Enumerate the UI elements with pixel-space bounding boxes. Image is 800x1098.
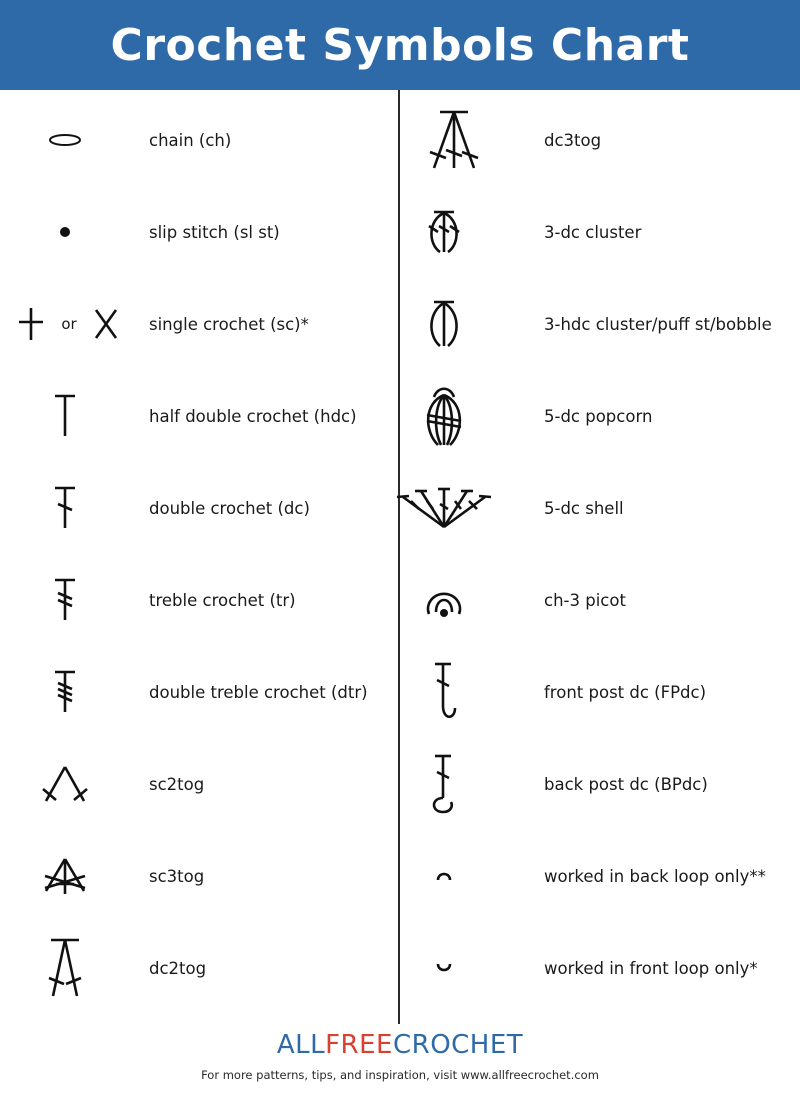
symbol-label: 3-hdc cluster/puff st/bobble [544, 314, 772, 334]
symbol-label: single crochet (sc)* [149, 314, 309, 334]
symbol-row [400, 186, 800, 278]
symbol-row [400, 462, 800, 554]
logo-crochet: CROCHET [392, 1030, 524, 1060]
symbol-row [400, 738, 800, 830]
header-banner [0, 0, 800, 90]
chain-icon [10, 94, 120, 186]
double-crochet-icon [10, 462, 120, 554]
symbol-row [400, 830, 800, 922]
symbol-label: back post dc (BPdc) [544, 774, 708, 794]
symbol-label: dc2tog [149, 958, 207, 978]
footer-note: For more patterns, tips, and inspiration, visit www.allfreecrochet.com [201, 1068, 599, 1082]
symbol-row [0, 554, 400, 646]
symbol-label: front post dc (FPdc) [544, 682, 707, 702]
shell-icon [402, 462, 486, 554]
symbol-row [400, 370, 800, 462]
symbol-label: 3-dc cluster [544, 222, 642, 242]
symbol-label: chain (ch) [149, 130, 232, 150]
plus-icon [18, 307, 44, 341]
allfreecrochet-logo [0, 1030, 800, 1060]
symbol-label: double crochet (dc) [149, 498, 310, 518]
symbol-label: slip stitch (sl st) [149, 222, 280, 242]
symbol-row [400, 94, 800, 186]
single-crochet-symbols [18, 278, 118, 370]
symbol-row [0, 922, 400, 1014]
symbol-row [0, 370, 400, 462]
symbol-row [0, 462, 400, 554]
symbol-row [400, 278, 800, 370]
symbol-row [0, 94, 400, 186]
symbol-row [0, 646, 400, 738]
3-dc-cluster-icon [402, 186, 486, 278]
slip-stitch-icon [10, 186, 120, 278]
symbol-row [0, 186, 400, 278]
logo-all: ALL [276, 1030, 326, 1060]
symbol-label: 5-dc shell [544, 498, 624, 518]
symbol-label: worked in back loop only** [544, 866, 766, 886]
dc3tog-icon [412, 94, 496, 186]
symbol-row [400, 646, 800, 738]
symbol-label: treble crochet (tr) [149, 590, 296, 610]
logo-free: FREE [325, 1030, 393, 1060]
sc2tog-icon [10, 738, 120, 830]
front-post-dc-icon [402, 646, 486, 738]
puff-stitch-icon [402, 278, 486, 370]
symbol-row [400, 554, 800, 646]
footer [0, 1030, 800, 1082]
symbol-label: half double crochet (hdc) [149, 406, 357, 426]
picot-icon [402, 554, 486, 646]
symbol-row [0, 738, 400, 830]
symbol-label: sc3tog [149, 866, 205, 886]
sc3tog-icon [10, 830, 120, 922]
page-title: Crochet Symbols Chart [110, 19, 690, 71]
front-loop-icon [402, 922, 486, 1014]
treble-crochet-icon [10, 554, 120, 646]
symbol-label: 5-dc popcorn [544, 406, 653, 426]
dc2tog-icon [10, 922, 120, 1014]
symbol-label: double treble crochet (dtr) [149, 682, 368, 702]
symbol-label: ch-3 picot [544, 590, 626, 610]
or-label: or [61, 315, 77, 333]
symbol-label: dc3tog [544, 130, 602, 150]
half-double-crochet-icon [10, 370, 120, 462]
symbol-row [400, 922, 800, 1014]
symbol-row [0, 830, 400, 922]
back-loop-icon [402, 830, 486, 922]
x-icon [94, 308, 118, 340]
symbol-row [0, 278, 400, 370]
symbol-label: worked in front loop only* [544, 958, 758, 978]
symbol-label: sc2tog [149, 774, 205, 794]
back-post-dc-icon [402, 738, 486, 830]
double-treble-crochet-icon [10, 646, 120, 738]
popcorn-icon [402, 370, 486, 462]
